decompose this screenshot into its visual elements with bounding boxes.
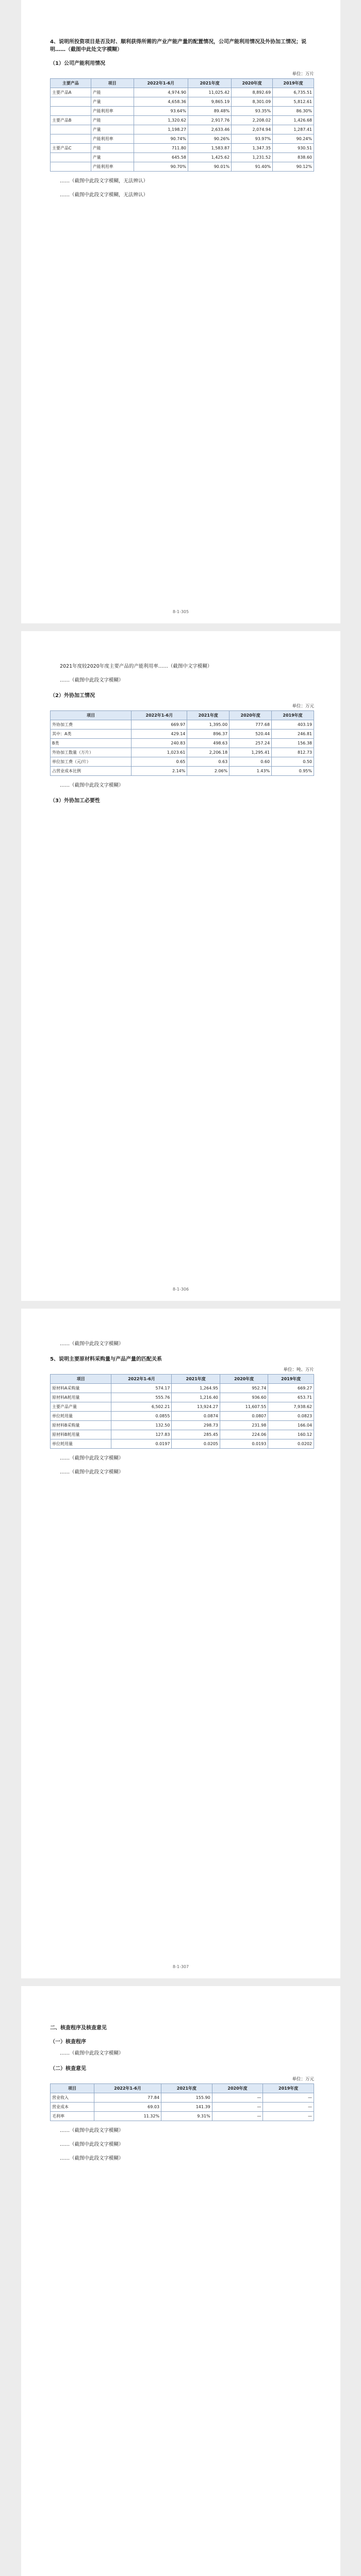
- column-header: 项目: [91, 79, 134, 88]
- table-cell: 产能利用率: [91, 134, 134, 144]
- body-paragraph: 2021年度较2020年度主要产品的产能利用率……（截图中文字模糊）: [60, 664, 212, 669]
- table-row: [51, 730, 314, 739]
- table-cell: 外协加工费: [51, 720, 132, 730]
- page-number: 8-1-307: [172, 1964, 189, 1969]
- table-cell: 原材料B采购量: [51, 1421, 111, 1430]
- table-header-row: [51, 711, 314, 720]
- table-cell: 90.74%: [134, 134, 188, 144]
- table-cell: 单位耗用量: [51, 1412, 111, 1421]
- table-cell: 1,347.35: [232, 144, 273, 153]
- column-header: 2021年度: [161, 2084, 212, 2093]
- table-cell: —: [212, 2112, 263, 2121]
- table-cell: 单位耗用量: [51, 1439, 111, 1449]
- subsection-heading: （3）外协加工必要性: [50, 798, 100, 804]
- table-cell: 429.14: [132, 730, 187, 739]
- table-cell: 11.32%: [94, 2112, 161, 2121]
- table-cell: 93.35%: [232, 107, 273, 116]
- table-cell: 645.58: [134, 153, 188, 162]
- table-cell: 160.12: [268, 1430, 314, 1439]
- table-cell: 141.39: [161, 2103, 212, 2112]
- table-cell: [51, 107, 91, 116]
- column-header: 2022年1-6月: [132, 711, 187, 720]
- column-header: 2020年度: [229, 711, 272, 720]
- table-cell: [51, 125, 91, 134]
- table-cell: 90.70%: [134, 162, 188, 172]
- document-page-4: [21, 1986, 340, 2576]
- column-header: 2020年度: [212, 2084, 263, 2093]
- subsection-heading: （1）公司产能利用情况: [50, 61, 105, 66]
- column-header: 2019年度: [272, 711, 314, 720]
- table-cell: 0.0197: [111, 1439, 172, 1449]
- table-row: [51, 107, 314, 116]
- column-header: 项目: [51, 1375, 111, 1384]
- subsection-heading: （二）核查意见: [50, 2066, 86, 2072]
- table-row: [51, 2103, 314, 2112]
- body-paragraph: ……（截图中此段文字模糊）: [60, 1455, 124, 1461]
- table-row: [51, 1393, 314, 1402]
- table-cell: 8,301.09: [232, 97, 273, 107]
- table-cell: 0.0807: [220, 1412, 268, 1421]
- table-cell: 0.95%: [272, 767, 314, 776]
- table-cell: 520.44: [229, 730, 272, 739]
- table-cell: 原材料B耗用量: [51, 1430, 111, 1439]
- table-cell: 主要产品产量: [51, 1402, 111, 1412]
- table-cell: 90.26%: [188, 134, 232, 144]
- table-row: [51, 1412, 314, 1421]
- table-cell: [51, 134, 91, 144]
- table-cell: 2,208.02: [232, 116, 273, 125]
- document-page-2: [21, 631, 340, 1301]
- table-cell: 1,023.61: [132, 748, 187, 757]
- table-cell: 产量: [91, 153, 134, 162]
- body-paragraph: ……（截图中此段文字模糊）: [60, 1341, 124, 1347]
- table-cell: 9,865.19: [188, 97, 232, 107]
- table-row: [51, 1421, 314, 1430]
- table-cell: 1,295.41: [229, 748, 272, 757]
- table-header-row: [51, 79, 314, 88]
- table-row: [51, 767, 314, 776]
- table-cell: 0.0205: [172, 1439, 220, 1449]
- table-cell: 2,074.94: [232, 125, 273, 134]
- column-header: 主要产品: [51, 79, 91, 88]
- table-cell: 主要产品C: [51, 144, 91, 153]
- subsection-heading: （2）外协加工情况: [50, 693, 95, 699]
- section-heading: 二、核查程序及核查意见: [50, 2025, 107, 2031]
- table-cell: 1.43%: [229, 767, 272, 776]
- table-cell: 127.83: [111, 1430, 172, 1439]
- table-row: [51, 2093, 314, 2103]
- table-cell: 1,287.41: [273, 125, 314, 134]
- table-cell: 498.63: [187, 739, 229, 748]
- table-cell: 711.80: [134, 144, 188, 153]
- page-number: 8-1-305: [172, 609, 189, 614]
- table-cell: 555.76: [111, 1393, 172, 1402]
- table-cell: 5,812.61: [273, 97, 314, 107]
- table-cell: 2,206.18: [187, 748, 229, 757]
- section-heading: 5、说明主要原材料采购量与产品产量的匹配关系: [50, 1357, 162, 1362]
- table-cell: 2.14%: [132, 767, 187, 776]
- table-cell: 1,231.52: [232, 153, 273, 162]
- body-paragraph: ……（截图中此段文字模糊）: [60, 2050, 124, 2056]
- table-cell: 224.06: [220, 1430, 268, 1439]
- table-row: [51, 88, 314, 97]
- table-row: [51, 97, 314, 107]
- table-cell: 156.38: [272, 739, 314, 748]
- table-cell: 产能利用率: [91, 107, 134, 116]
- table-cell: 155.90: [161, 2093, 212, 2103]
- body-paragraph: ……（截图中此段文字模糊，无法辨认）: [60, 178, 149, 184]
- table-cell: 原材料A耗用量: [51, 1393, 111, 1402]
- table-cell: 1,583.87: [188, 144, 232, 153]
- table-cell: 653.71: [268, 1393, 314, 1402]
- table-cell: 产能: [91, 88, 134, 97]
- table-cell: —: [263, 2112, 314, 2121]
- table-cell: 838.60: [273, 153, 314, 162]
- table-cell: 7,938.62: [268, 1402, 314, 1412]
- column-header: 2020年度: [220, 1375, 268, 1384]
- table-cell: 主要产品A: [51, 88, 91, 97]
- column-header: 2021年度: [188, 79, 232, 88]
- page-number: 8-1-306: [172, 1287, 189, 1292]
- column-header: 2019年度: [263, 2084, 314, 2093]
- table-header-row: [51, 2084, 314, 2093]
- table-cell: 9.31%: [161, 2112, 212, 2121]
- table-row: [51, 116, 314, 125]
- column-header: 2022年1-6月: [111, 1375, 172, 1384]
- column-header: 项目: [51, 711, 132, 720]
- table-row: [51, 144, 314, 153]
- table-cell: —: [212, 2103, 263, 2112]
- table-cell: 营业收入: [51, 2093, 94, 2103]
- table-cell: 574.17: [111, 1384, 172, 1393]
- material-match-table: [50, 1374, 314, 1449]
- table-cell: 896.37: [187, 730, 229, 739]
- table-cell: 1,395.00: [187, 720, 229, 730]
- table-cell: 产能: [91, 144, 134, 153]
- body-paragraph: ……（截图中此段文字模糊）: [60, 1469, 124, 1475]
- table-cell: 669.97: [132, 720, 187, 730]
- table-row: [51, 757, 314, 767]
- table-cell: 0.0823: [268, 1412, 314, 1421]
- table-cell: 285.45: [172, 1430, 220, 1439]
- table-cell: 产量: [91, 97, 134, 107]
- table-cell: 936.60: [220, 1393, 268, 1402]
- table-cell: 0.0855: [111, 1412, 172, 1421]
- table-cell: 0.60: [229, 757, 272, 767]
- table-row: [51, 1402, 314, 1412]
- outsourcing-table: [50, 710, 314, 776]
- table-cell: 86.30%: [273, 107, 314, 116]
- table-cell: 952.74: [220, 1384, 268, 1393]
- document-page-3: [21, 1309, 340, 1978]
- table-row: [51, 748, 314, 757]
- table-cell: 6,735.51: [273, 88, 314, 97]
- table-row: [51, 1384, 314, 1393]
- table-cell: 1,426.68: [273, 116, 314, 125]
- table-cell: 1,320.62: [134, 116, 188, 125]
- column-header: 2019年度: [268, 1375, 314, 1384]
- table-cell: 91.40%: [232, 162, 273, 172]
- table-cell: 930.51: [273, 144, 314, 153]
- body-paragraph: ……（截图中此段文字模糊）: [60, 2128, 124, 2133]
- table-cell: [51, 162, 91, 172]
- body-paragraph: ……（截图中此段文字模糊）: [60, 677, 124, 683]
- table-cell: 0.0202: [268, 1439, 314, 1449]
- table-cell: —: [212, 2093, 263, 2103]
- table-cell: 外协加工数量（万片）: [51, 748, 132, 757]
- section-heading: 4、说明所投资项目是否及时、顺利获得所需的产业产能产量的配置情况，公司产能利用情况及外协加工情况；说明……（截图中此处文字模糊）: [50, 39, 306, 53]
- column-header: 2022年1-6月: [94, 2084, 161, 2093]
- table-cell: 原材料A采购量: [51, 1384, 111, 1393]
- table-cell: 2,633.46: [188, 125, 232, 134]
- table-cell: 93.64%: [134, 107, 188, 116]
- table-cell: 403.19: [272, 720, 314, 730]
- table-cell: 4,974.90: [134, 88, 188, 97]
- table-cell: 77.84: [94, 2093, 161, 2103]
- table-cell: 89.48%: [188, 107, 232, 116]
- table-cell: 其中：A类: [51, 730, 132, 739]
- table-row: [51, 1430, 314, 1439]
- capacity-table: [50, 78, 314, 172]
- table-cell: 产能: [91, 116, 134, 125]
- table-cell: 产能利用率: [91, 162, 134, 172]
- table-cell: —: [263, 2093, 314, 2103]
- table-cell: 1,425.62: [188, 153, 232, 162]
- body-paragraph: ……（截图中此段文字模糊）: [60, 2156, 124, 2161]
- table-cell: 毛利率: [51, 2112, 94, 2121]
- table-row: [51, 1439, 314, 1449]
- table-cell: 6,502.21: [111, 1402, 172, 1412]
- table-unit: 单位：万片: [292, 72, 314, 77]
- table-cell: 298.73: [172, 1421, 220, 1430]
- column-header: 项目: [51, 2084, 94, 2093]
- table-cell: 1,198.27: [134, 125, 188, 134]
- table-cell: 1,216.40: [172, 1393, 220, 1402]
- table-cell: 777.68: [229, 720, 272, 730]
- column-header: 2021年度: [187, 711, 229, 720]
- table-cell: 240.83: [132, 739, 187, 748]
- table-cell: 669.27: [268, 1384, 314, 1393]
- table-header-row: [51, 1375, 314, 1384]
- table-cell: 1,264.95: [172, 1384, 220, 1393]
- table-cell: 90.24%: [273, 134, 314, 144]
- table-row: [51, 739, 314, 748]
- table-cell: 0.0874: [172, 1412, 220, 1421]
- table-cell: 231.98: [220, 1421, 268, 1430]
- column-header: 2019年度: [273, 79, 314, 88]
- column-header: 2022年1-6月: [134, 79, 188, 88]
- table-cell: 13,924.27: [172, 1402, 220, 1412]
- table-cell: 2,917.76: [188, 116, 232, 125]
- column-header: 2020年度: [232, 79, 273, 88]
- table-cell: 812.73: [272, 748, 314, 757]
- table-cell: B类: [51, 739, 132, 748]
- table-cell: [51, 153, 91, 162]
- table-row: [51, 153, 314, 162]
- table-unit: 单位：万元: [292, 2077, 314, 2082]
- table-cell: 营业成本: [51, 2103, 94, 2112]
- document-page-1: [21, 0, 340, 623]
- table-cell: 93.97%: [232, 134, 273, 144]
- table-cell: 11,025.42: [188, 88, 232, 97]
- table-cell: 90.01%: [188, 162, 232, 172]
- table-cell: [51, 97, 91, 107]
- table-cell: 166.04: [268, 1421, 314, 1430]
- table-row: [51, 720, 314, 730]
- column-header: 2021年度: [172, 1375, 220, 1384]
- table-cell: 主要产品B: [51, 116, 91, 125]
- table-cell: 0.0193: [220, 1439, 268, 1449]
- subsection-heading: （一）核查程序: [50, 2039, 86, 2045]
- table-cell: 257.24: [229, 739, 272, 748]
- table-row: [51, 134, 314, 144]
- table-cell: 2.06%: [187, 767, 229, 776]
- table-cell: 11,607.55: [220, 1402, 268, 1412]
- table-cell: 0.65: [132, 757, 187, 767]
- table-cell: 69.03: [94, 2103, 161, 2112]
- body-paragraph: ……（截图中此段文字模糊）: [60, 2142, 124, 2147]
- revenue-table: [50, 2083, 314, 2121]
- table-cell: 246.81: [272, 730, 314, 739]
- body-paragraph: ……（截图中此段文字模糊，无法辨认）: [60, 192, 149, 198]
- table-row: [51, 162, 314, 172]
- table-cell: —: [263, 2103, 314, 2112]
- table-cell: 占营业成本比例: [51, 767, 132, 776]
- table-cell: 0.50: [272, 757, 314, 767]
- table-cell: 90.12%: [273, 162, 314, 172]
- table-cell: 8,892.69: [232, 88, 273, 97]
- table-cell: 单位加工费（元/片）: [51, 757, 132, 767]
- table-row: [51, 2112, 314, 2121]
- table-row: [51, 125, 314, 134]
- body-paragraph: ……（截图中此段文字模糊）: [60, 783, 124, 788]
- table-cell: 产量: [91, 125, 134, 134]
- table-cell: 132.50: [111, 1421, 172, 1430]
- table-cell: 4,658.36: [134, 97, 188, 107]
- table-unit: 单位：吨、万片: [283, 1367, 314, 1372]
- table-unit: 单位：万元: [292, 704, 314, 709]
- table-cell: 0.63: [187, 757, 229, 767]
